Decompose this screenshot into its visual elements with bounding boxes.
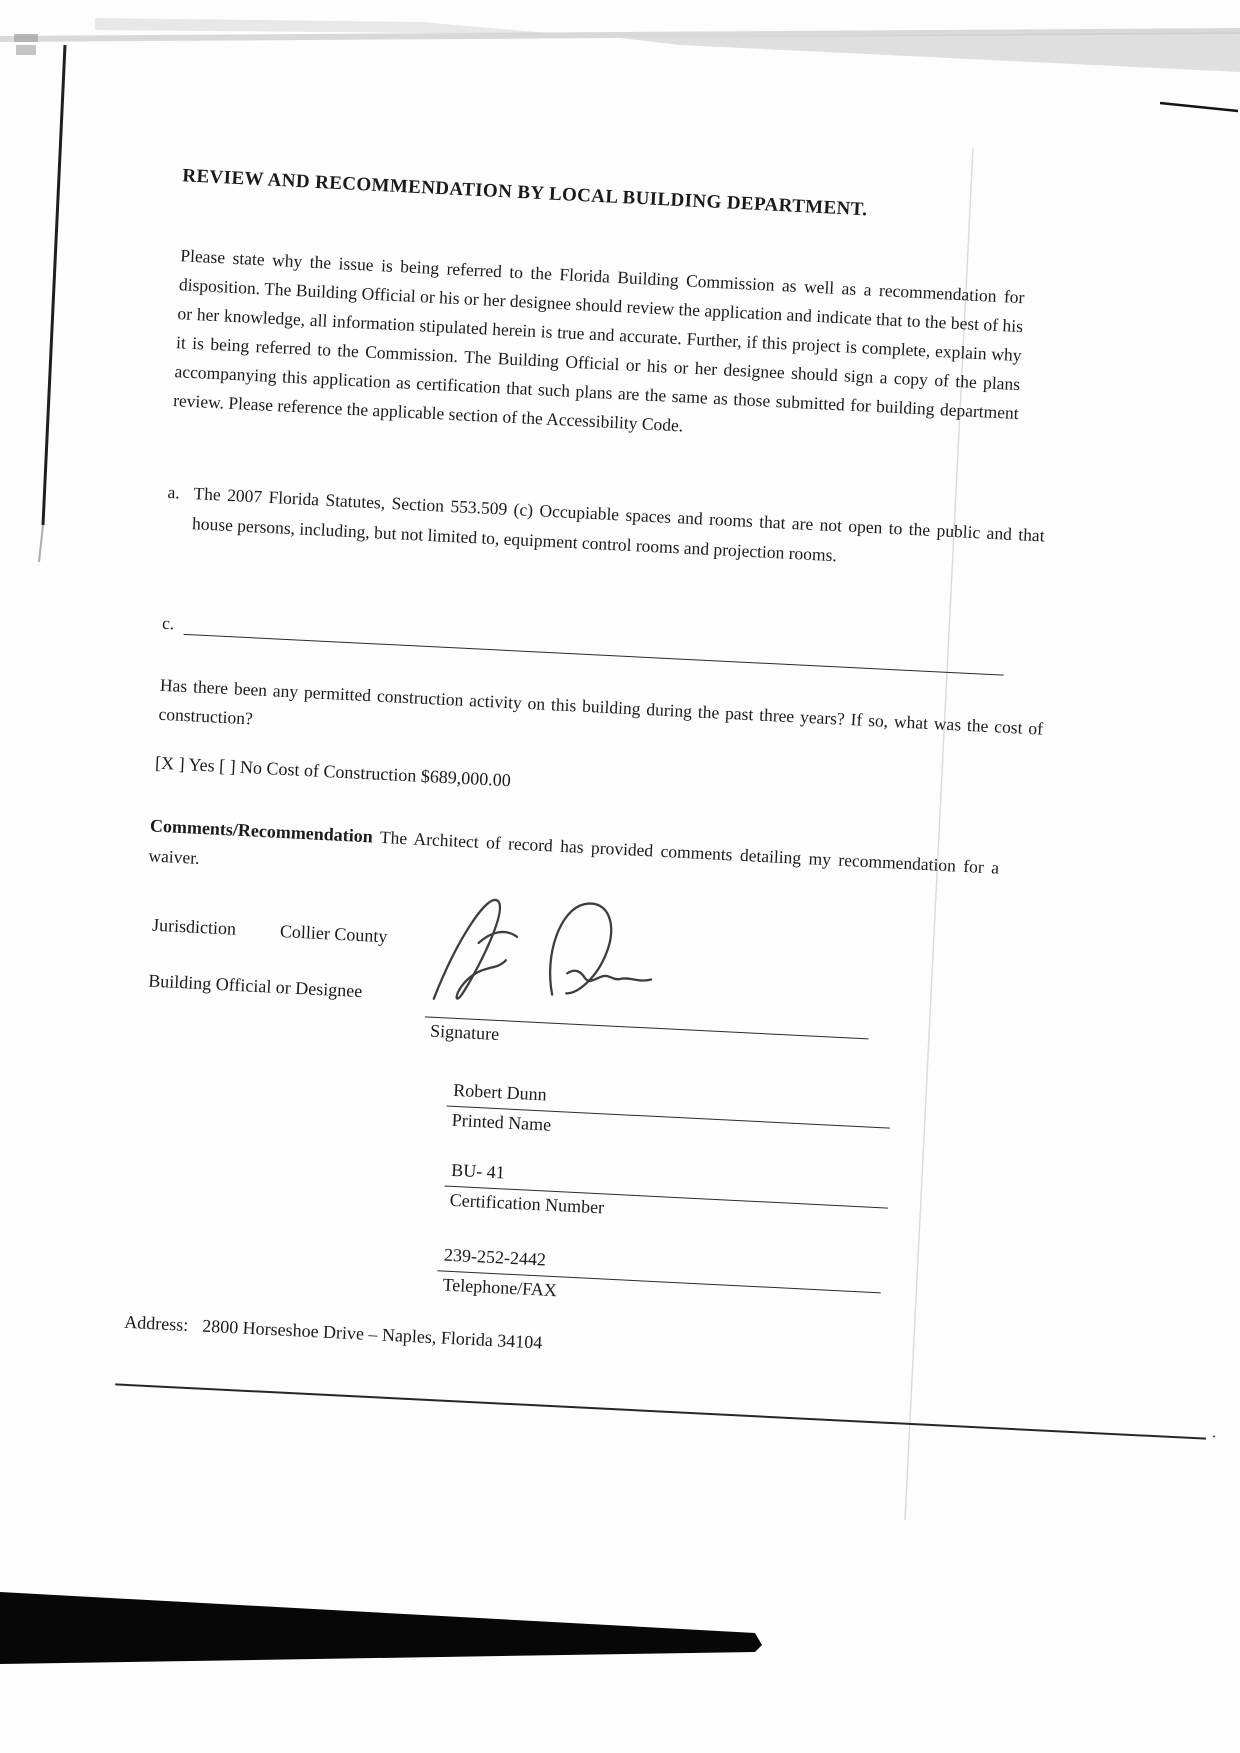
printed-name-value: Robert Dunn bbox=[446, 1080, 891, 1129]
item-c bbox=[162, 607, 1005, 676]
signature-label: Signature bbox=[429, 1020, 500, 1045]
scan-corner-mark bbox=[14, 34, 38, 42]
intro-paragraph: Please state why the issue is being referred to the Florida Building Commission as well as a recommendation for disposition. The Building Official or his or her designee should review the application and indicate that to the best of his or her knowledge, all information stipulated herein is true and accurate. Further, if this project is complete, explain why it is being referred to the Commission. The Building Official or his or her designee should sign a copy of the plans accompanying this application as certification that such plans are the same as those submitted for building department review. Please reference the applicable section of the Accessibility Code. bbox=[172, 245, 1025, 436]
signature-stroke-4 bbox=[567, 970, 651, 984]
jurisdiction-label: Jurisdiction bbox=[151, 914, 237, 939]
signature-field bbox=[424, 988, 870, 1063]
scan-wedge-top-right bbox=[620, 32, 1240, 72]
signature-stroke-2 bbox=[479, 931, 518, 945]
item-c-label: c. bbox=[161, 612, 175, 634]
construction-question: Has there been any permitted construction activity on this building during the past three years? If so, what was the cost of construction? bbox=[158, 674, 1044, 739]
printed-name-label: Printed Name bbox=[451, 1109, 552, 1135]
construction-answer: [X ] Yes [ ] No Cost of Construction $689,000.00 bbox=[154, 752, 512, 791]
item-c-blank-line bbox=[184, 608, 1005, 676]
building-official-label: Building Official or Designee bbox=[147, 970, 363, 1002]
scan-corner-mark-2 bbox=[16, 45, 36, 55]
comments-text: The Architect of record has provided comments detailing my recommendation for a waiver. bbox=[148, 826, 1000, 878]
address-row bbox=[124, 1312, 543, 1354]
item-a-label: a. bbox=[167, 481, 181, 503]
signature-stroke-1 bbox=[434, 897, 509, 1002]
bottom-rule bbox=[115, 1359, 1217, 1442]
document-content bbox=[0, 60, 1240, 1600]
telephone-fax-value: 239-252-2442 bbox=[437, 1244, 882, 1293]
scan-smudge-top-left bbox=[95, 18, 560, 34]
item-a-text: The 2007 Florida Statutes, Section 553.509 (c) Occupiable spaces and rooms that are not open to the public and that house persons, including, but not limited to, equipment control rooms and projection rooms. bbox=[191, 483, 1046, 566]
item-a bbox=[165, 477, 1045, 581]
jurisdiction-row bbox=[152, 915, 388, 948]
jurisdiction-value: Collier County bbox=[279, 921, 388, 947]
certification-number-label: Certification Number bbox=[449, 1189, 605, 1218]
scan-dash-top-right bbox=[1160, 103, 1238, 111]
page-title: REVIEW AND RECOMMENDATION BY LOCAL BUILDING DEPARTMENT. bbox=[181, 165, 868, 221]
copier-black-bar bbox=[0, 1592, 762, 1664]
signature-stroke-3 bbox=[549, 902, 613, 998]
telephone-fax-label: Telephone/FAX bbox=[442, 1274, 558, 1301]
address-value: 2800 Horseshoe Drive – Naples, Florida 34104 bbox=[201, 1315, 543, 1353]
address-label: Address: bbox=[123, 1311, 189, 1335]
telephone-fax-field bbox=[436, 1244, 882, 1317]
comments-heading: Comments/Recommendation bbox=[149, 815, 374, 847]
certification-number-value: BU- 41 bbox=[444, 1160, 889, 1209]
printed-name-field bbox=[445, 1080, 891, 1153]
bottom-rule-end-mark: . bbox=[1211, 1423, 1217, 1442]
certification-number-field bbox=[443, 1160, 889, 1233]
